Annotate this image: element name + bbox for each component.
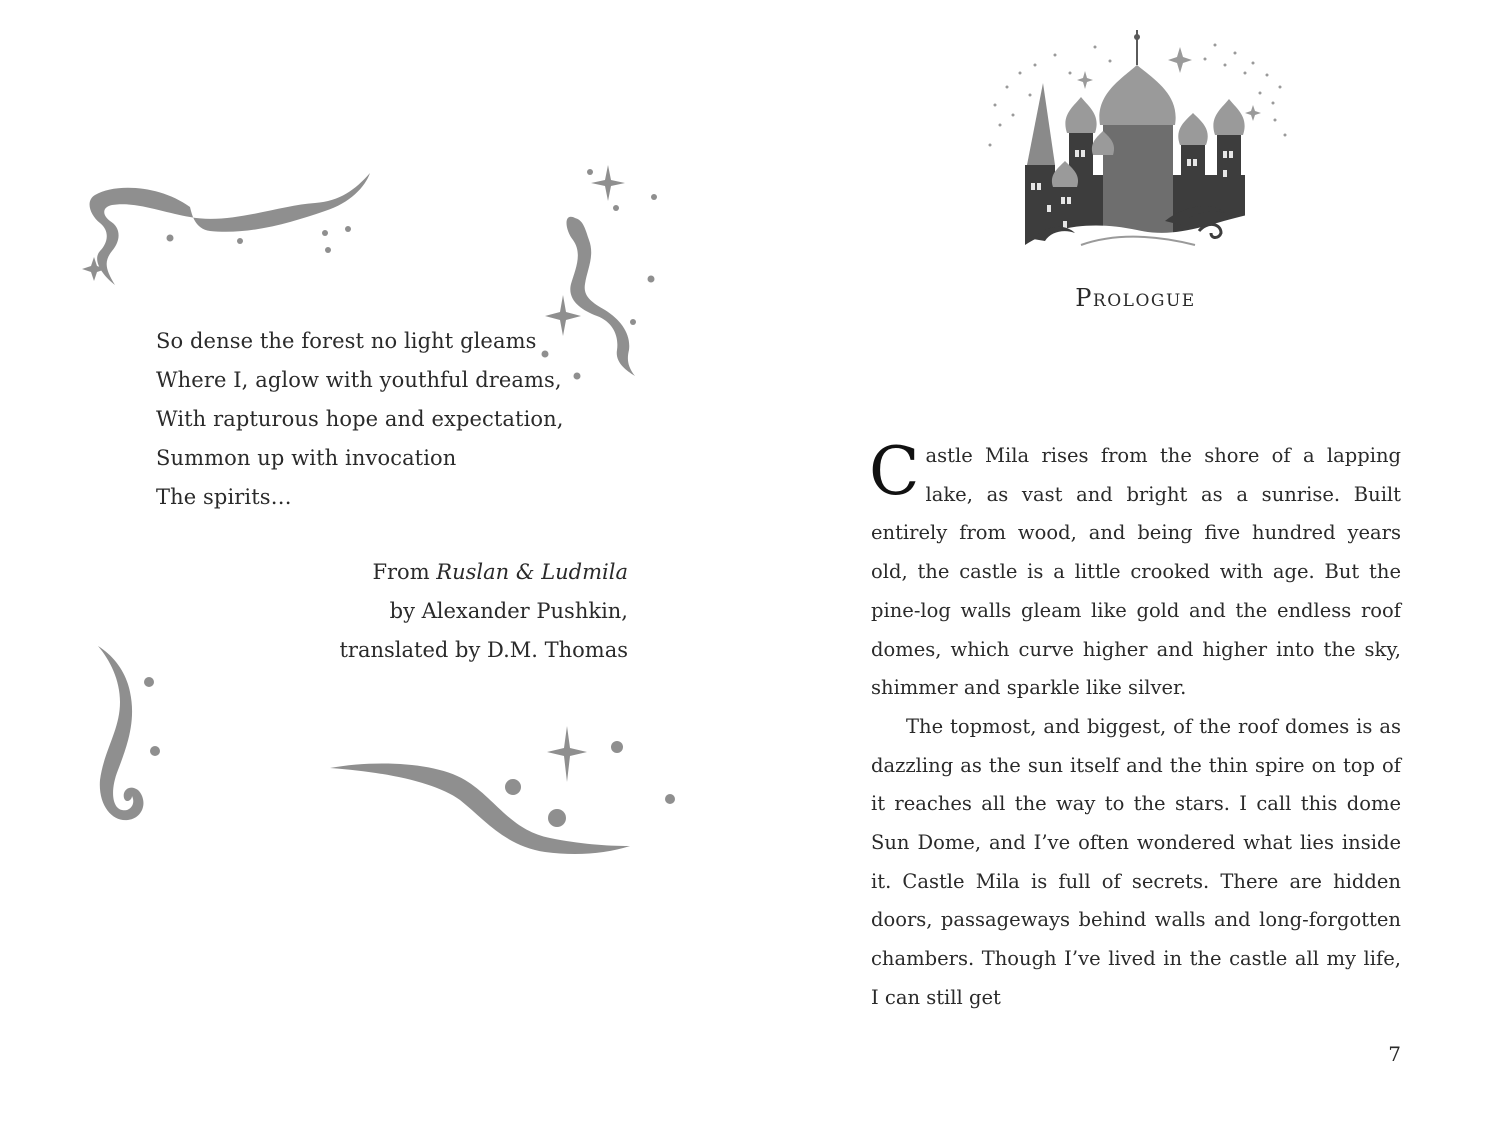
epigraph-line: Summon up with invocation (156, 446, 457, 470)
swirl-ribbon-bottom-left-icon (90, 640, 170, 830)
attribution-translator: translated by D.M. Thomas (339, 638, 628, 662)
page-number: 7 (1388, 1042, 1401, 1066)
drop-cap: C (869, 433, 920, 510)
attribution-work-title: Ruslan & Ludmila (436, 560, 628, 584)
epigraph-line: Where I, aglow with youthful dreams, (156, 368, 562, 392)
epigraph-line: So dense the forest no light gleams (156, 329, 537, 353)
castle-illustration-icon (985, 25, 1290, 255)
epigraph-line: The spirits… (156, 485, 292, 509)
chapter-heading: Prologue (1075, 284, 1196, 312)
paragraph-text: astle Mila rises from the shore of a lapping lake, as vast and bright as a sunrise. Built entirely from wood, and being five hundred years old, the castle is a little crooked with age. But the pine-log walls gleam like gold and the endless roof domes, which curve higher and higher into the sky, shimmer and sparkle like silver. (871, 444, 1401, 700)
attribution-from: From (372, 560, 430, 584)
prologue-body (869, 433, 1401, 1018)
epigraph-poem (156, 322, 576, 517)
attribution-source (300, 553, 628, 592)
attribution-author: by Alexander Pushkin, (389, 599, 628, 623)
epigraph-attribution (300, 553, 628, 670)
swirl-ribbon-top-icon (80, 165, 380, 300)
epigraph-line: With rapturous hope and expectation, (156, 407, 564, 431)
paragraph (869, 433, 1401, 708)
paragraph: The topmost, and biggest, of the roof domes is as dazzling as the sun itself and the thin spire on top of it reaches all the way to the stars. I call this dome Sun Dome, and I’ve often wondered what lies inside it. Castle Mila is full of secrets. There are hidden doors, passageways behind walls and long-forgotten chambers. Though I’ve lived in the castle all my life, I can still get (871, 714, 1401, 1009)
swirl-ribbon-bottom-icon (325, 720, 685, 860)
